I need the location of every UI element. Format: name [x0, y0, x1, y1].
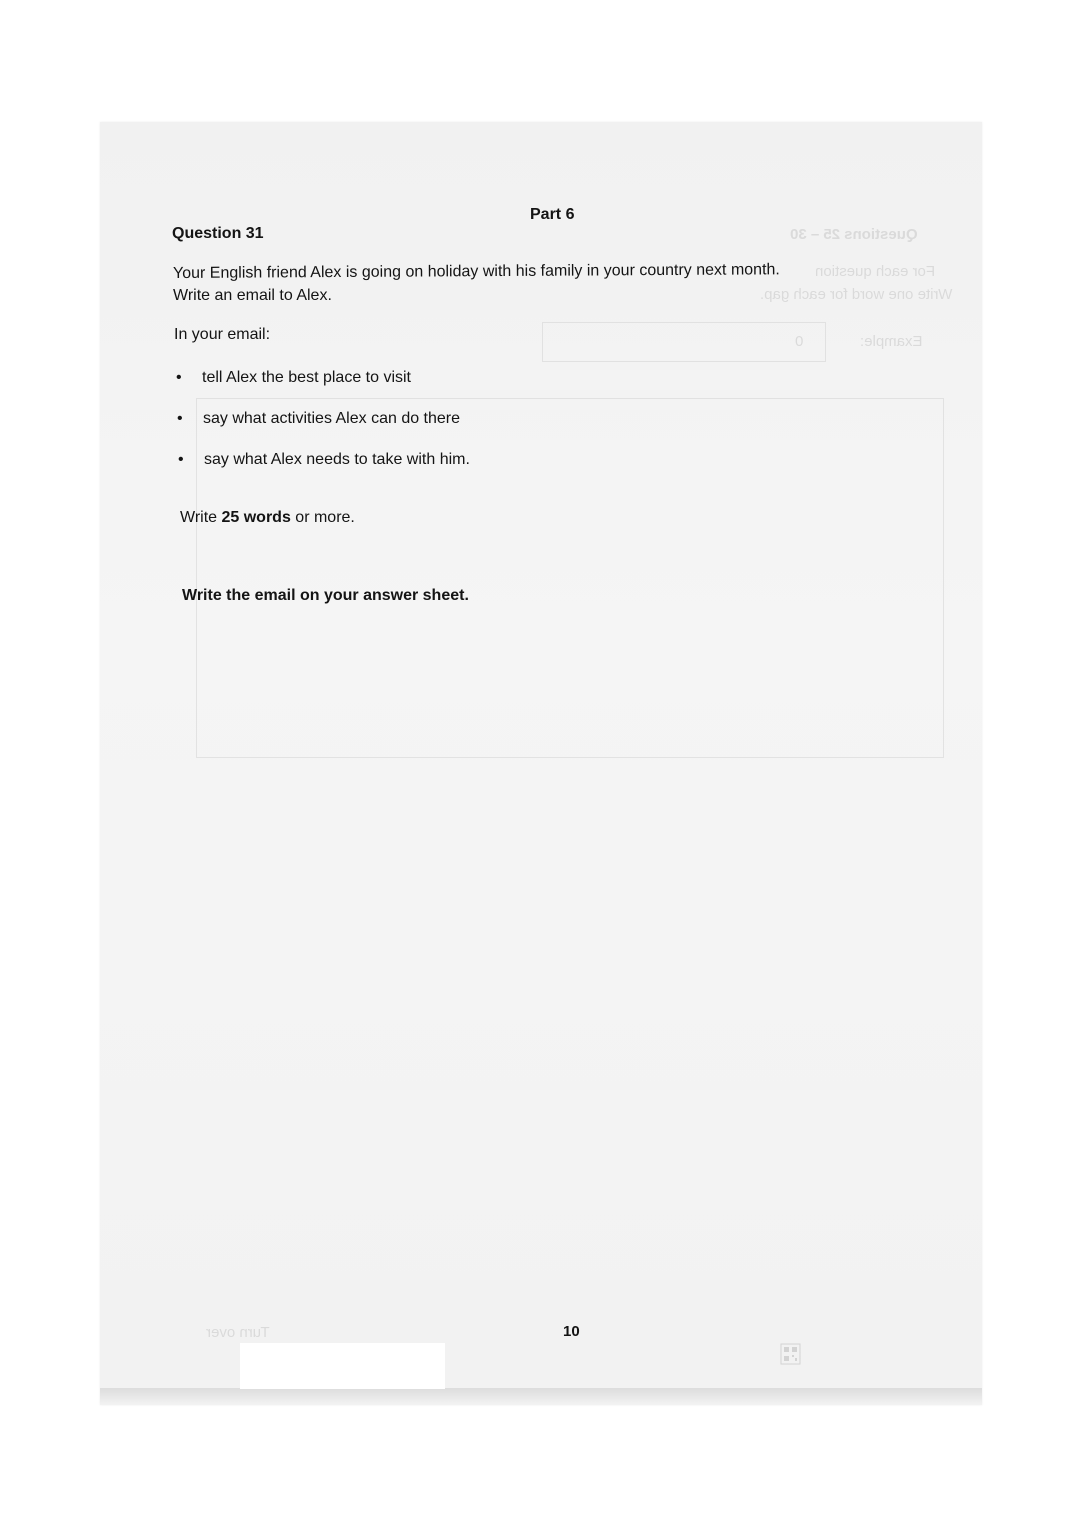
task-intro-line-2: Write an email to Alex. [173, 287, 332, 304]
show-through-heading: Questions 25 – 30 [790, 226, 918, 243]
word-count-suffix: or more. [290, 509, 355, 526]
word-count-instruction [180, 509, 355, 527]
barcode-mark-icon [780, 1343, 801, 1365]
in-your-email-label: In your email: [174, 326, 271, 343]
task-bullet-item [177, 408, 460, 430]
task-bullet-item [176, 367, 411, 389]
bullet-glyph: • [177, 410, 183, 427]
page-number: 10 [563, 1323, 580, 1340]
show-through-example-answer: 0 [795, 333, 804, 350]
bullet-glyph: • [178, 451, 184, 468]
bullet-glyph: • [176, 369, 182, 386]
task-bullet-text: tell Alex the best place to visit [202, 369, 411, 386]
redaction-box [240, 1343, 445, 1389]
part-heading: Part 6 [530, 206, 575, 223]
task-bullet-text: say what Alex needs to take with him. [204, 451, 470, 468]
word-count-bold: 25 words [221, 509, 291, 526]
paper-bottom-edge [100, 1388, 982, 1405]
word-count-prefix: Write [180, 509, 222, 526]
show-through-example-label: Example: [860, 333, 923, 350]
answer-sheet-instruction: Write the email on your answer sheet. [182, 587, 469, 604]
show-through-instruction-2: Write one word for each gap. [760, 286, 953, 303]
question-heading: Question 31 [172, 225, 264, 242]
task-bullet-item [178, 449, 470, 471]
task-bullet-text: say what activities Alex can do there [203, 410, 461, 427]
show-through-turn-over: Turn over [206, 1324, 270, 1341]
task-intro-line-1: Your English friend Alex is going on holiday with his family in your country next month. [172, 261, 780, 282]
show-through-instruction-1: For each question [815, 263, 936, 280]
exam-paper-sheet [100, 122, 982, 1405]
